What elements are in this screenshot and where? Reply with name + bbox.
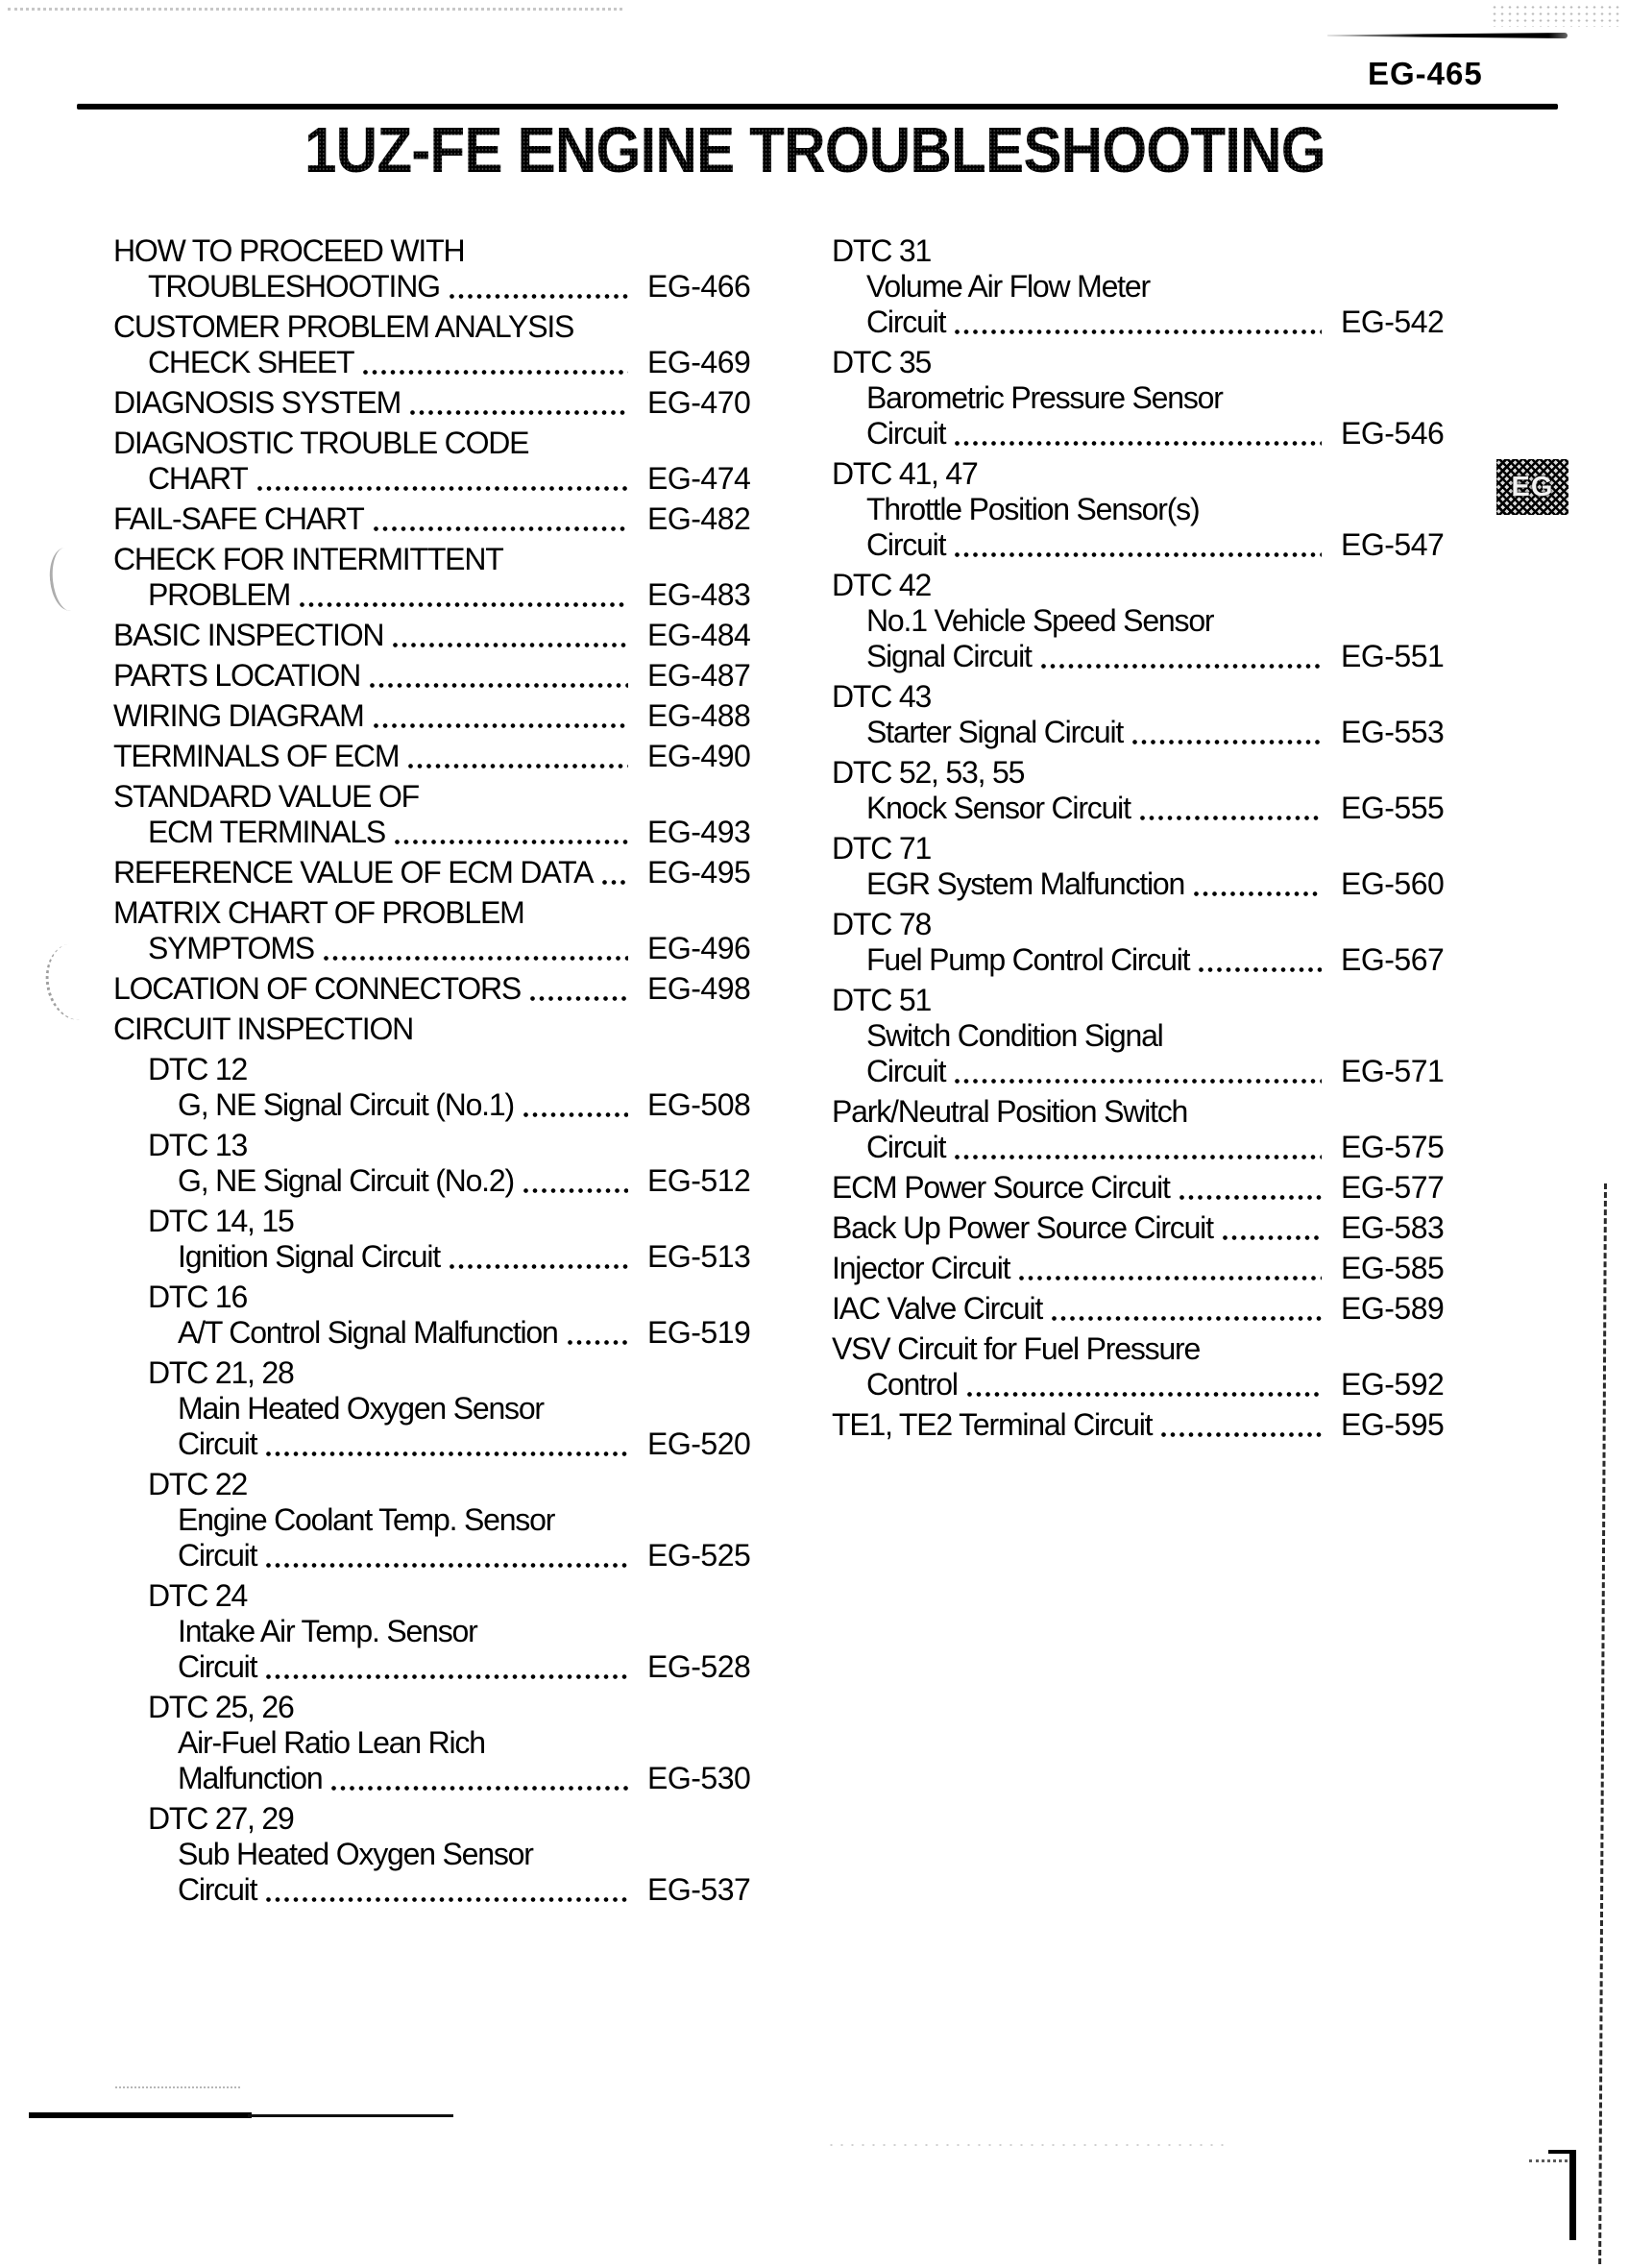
toc-line [113, 1502, 747, 1538]
toc-item-label: Signal Circuit [866, 639, 1032, 673]
toc-entry [113, 698, 751, 734]
page-reference: EG-589 [1341, 1291, 1445, 1326]
toc-item-label: EGR System Malfunction [866, 866, 1185, 901]
toc-item-label: TERMINALS OF ECM [113, 739, 400, 773]
toc-item-label: ECM Power Source Circuit [832, 1170, 1170, 1205]
toc-entry [832, 1407, 1445, 1443]
page-reference: EG-560 [1341, 866, 1445, 901]
toc-line [832, 380, 1441, 416]
scan-artifact-streak [1327, 33, 1568, 38]
toc-line [113, 855, 751, 890]
toc-item-label: DTC 12 [148, 1052, 248, 1086]
toc-item-label: MATRIX CHART OF PROBLEM [113, 895, 524, 930]
toc-item-label: CHECK SHEET [148, 345, 354, 379]
dot-leader [955, 1079, 1322, 1084]
toc-item-label: CHART [148, 461, 248, 496]
page-reference: EG-555 [1341, 791, 1445, 825]
toc-item-label: DTC 21, 28 [148, 1355, 294, 1390]
toc-line [113, 1538, 751, 1573]
page-reference: EG-519 [647, 1315, 751, 1350]
toc-item-label: CUSTOMER PROBLEM ANALYSIS [113, 309, 574, 344]
toc-line [832, 492, 1441, 527]
toc-line [832, 603, 1441, 639]
toc-item-label: Throttle Position Sensor(s) [866, 492, 1200, 526]
toc-item-label: CHECK FOR INTERMITTENT [113, 542, 503, 576]
scan-artifact-speckle-row [8, 8, 622, 14]
toc-item-label: Circuit [866, 1054, 946, 1088]
toc-line [113, 1761, 751, 1796]
dot-leader [568, 1340, 628, 1345]
page-reference: EG-567 [1341, 942, 1445, 977]
toc-item-label: DTC 27, 29 [148, 1801, 294, 1836]
toc-line [113, 1239, 751, 1275]
toc-line [113, 739, 751, 774]
toc-entry [832, 983, 1445, 1089]
page-reference: EG-484 [647, 618, 751, 652]
toc-entry [832, 1170, 1445, 1206]
toc-line [832, 269, 1441, 305]
toc-item-label: HOW TO PROCEED WITH [113, 233, 465, 268]
toc-entry [832, 1094, 1445, 1165]
dot-leader [331, 1786, 628, 1791]
page-reference: EG-571 [1341, 1054, 1445, 1088]
toc-item-label: DTC 24 [148, 1578, 248, 1613]
toc-item-label: Back Up Power Source Circuit [832, 1210, 1213, 1245]
toc-entry [113, 233, 751, 305]
toc-entry [832, 568, 1445, 674]
toc-line [832, 1291, 1445, 1327]
toc-line [113, 1012, 747, 1047]
toc-entry [113, 1128, 751, 1199]
toc-entry [113, 426, 751, 497]
scan-artifact-arc [47, 546, 89, 613]
page-reference: EG-595 [1341, 1407, 1445, 1442]
toc-entry [832, 831, 1445, 902]
toc-line [832, 715, 1445, 750]
toc-item-label: Circuit [866, 416, 946, 451]
toc-item-label: BASIC INSPECTION [113, 618, 384, 652]
toc-entry [113, 385, 751, 421]
page-reference: EG-583 [1341, 1210, 1445, 1245]
toc-line [113, 1128, 747, 1163]
toc-item-label: Circuit [178, 1538, 257, 1573]
toc-entry [832, 755, 1445, 826]
toc-entry [113, 971, 751, 1007]
page-reference: EG-537 [647, 1872, 751, 1907]
bottom-rule [29, 2112, 252, 2118]
toc-item-label: Circuit [866, 1130, 946, 1164]
toc-item-label: FAIL-SAFE CHART [113, 501, 364, 536]
toc-line [832, 1251, 1445, 1286]
toc-left-column [113, 233, 751, 1913]
toc-line [113, 658, 751, 694]
toc-line [832, 527, 1445, 563]
dot-leader [257, 486, 628, 491]
page-reference: EG-495 [647, 855, 751, 890]
toc-line [113, 269, 751, 305]
scan-artifact-speckle-row [115, 2086, 240, 2091]
toc-line [113, 895, 747, 931]
toc-item-label: Malfunction [178, 1761, 323, 1795]
toc-entry [832, 679, 1445, 750]
toc-line [832, 907, 1441, 942]
toc-line [832, 755, 1441, 791]
toc-line [113, 345, 751, 380]
toc-entry [832, 1291, 1445, 1327]
toc-line [113, 698, 751, 734]
page-title [304, 113, 1325, 187]
toc-line [113, 385, 751, 421]
page-title-text: 1UZ-FE ENGINE TROUBLESHOOTING [304, 114, 1325, 186]
toc-item-label: DTC 16 [148, 1280, 248, 1314]
toc-item-label: DTC 41, 47 [832, 456, 978, 491]
toc-item-label: DTC 42 [832, 568, 932, 602]
toc-item-label: Air-Fuel Ratio Lean Rich [178, 1725, 485, 1760]
toc-item-label: Circuit [178, 1872, 257, 1907]
toc-item-label: Injector Circuit [832, 1251, 1010, 1285]
toc-line [113, 1837, 747, 1872]
section-tab [1496, 459, 1568, 515]
toc-item-label: DTC 14, 15 [148, 1204, 294, 1238]
toc-entry [113, 1012, 747, 1047]
page-reference: EG-496 [647, 931, 751, 965]
dot-leader [602, 880, 628, 885]
dot-leader [1194, 891, 1322, 896]
toc-line [113, 1614, 747, 1649]
bottom-rule-thin [248, 2114, 453, 2117]
page-reference: EG-546 [1341, 416, 1445, 451]
toc-item-label: SYMPTOMS [148, 931, 314, 965]
toc-line [832, 456, 1441, 492]
page-reference: EG-512 [647, 1163, 751, 1198]
toc-entry [113, 1690, 751, 1796]
toc-line [113, 618, 751, 653]
page-reference: EG-466 [647, 269, 751, 304]
dot-leader [450, 294, 628, 299]
toc-line [113, 1087, 751, 1123]
toc-line [832, 1210, 1445, 1246]
dot-leader [393, 643, 628, 647]
toc-item-label: Sub Heated Oxygen Sensor [178, 1837, 533, 1871]
toc-line [113, 1315, 751, 1351]
toc-item-label: DTC 22 [148, 1467, 248, 1501]
toc-line [113, 971, 751, 1007]
toc-entry [113, 1204, 751, 1275]
toc-item-label: DTC 25, 26 [148, 1690, 294, 1724]
toc-line [113, 1204, 747, 1239]
toc-line [113, 1872, 751, 1908]
dot-leader [374, 723, 628, 728]
dot-leader [955, 1155, 1322, 1159]
dot-leader [1161, 1432, 1322, 1437]
dot-leader [410, 410, 628, 415]
toc-line [113, 1052, 747, 1087]
toc-item-label: Knock Sensor Circuit [866, 791, 1131, 825]
toc-item-label: Control [866, 1367, 958, 1402]
dot-leader [1223, 1235, 1322, 1240]
toc-item-label: DIAGNOSIS SYSTEM [113, 385, 401, 420]
toc-entry [832, 1251, 1445, 1286]
toc-item-label: CIRCUIT INSPECTION [113, 1012, 414, 1046]
toc-item-label: TROUBLESHOOTING [148, 269, 440, 304]
toc-item-label: Circuit [178, 1427, 257, 1461]
toc-line [113, 779, 747, 815]
toc-item-label: DTC 43 [832, 679, 932, 714]
toc-item-label: Intake Air Temp. Sensor [178, 1614, 477, 1648]
page-reference: EG-577 [1341, 1170, 1445, 1205]
toc-entry [113, 1578, 751, 1685]
toc-item-label: VSV Circuit for Fuel Pressure [832, 1331, 1201, 1366]
dot-leader [530, 996, 628, 1001]
toc-line [113, 1725, 747, 1761]
toc-item-label: ECM TERMINALS [148, 815, 385, 849]
page-reference: EG-482 [647, 501, 751, 536]
toc-entry [113, 1280, 751, 1351]
dot-leader [967, 1392, 1322, 1397]
page-reference: EG-528 [647, 1649, 751, 1684]
page-reference: EG-490 [647, 739, 751, 773]
toc-item-label: Ignition Signal Circuit [178, 1239, 440, 1274]
page-reference: EG-487 [647, 658, 751, 693]
toc-entry [113, 1467, 751, 1573]
dot-leader [450, 1264, 628, 1269]
toc-line [113, 501, 751, 537]
page-reference: EG-474 [647, 461, 751, 496]
toc-item-label: DTC 52, 53, 55 [832, 755, 1025, 790]
toc-right-column [832, 233, 1445, 1448]
dot-leader [1019, 1276, 1322, 1280]
page-reference: EG-493 [647, 815, 751, 849]
toc-item-label: No.1 Vehicle Speed Sensor [866, 603, 1214, 638]
toc-item-label: PROBLEM [148, 577, 291, 612]
toc-entry [113, 739, 751, 774]
page-reference: EG-547 [1341, 527, 1445, 562]
dot-leader [266, 1897, 628, 1902]
page-reference: EG-585 [1341, 1251, 1445, 1285]
page-reference: EG-470 [647, 385, 751, 420]
toc-item-label: G, NE Signal Circuit (No.2) [178, 1163, 514, 1198]
toc-entry [113, 895, 751, 966]
page-reference: EG-508 [647, 1087, 751, 1122]
toc-line [832, 1367, 1445, 1402]
toc-item-label: DTC 35 [832, 345, 932, 379]
title-wrap [0, 113, 1629, 187]
toc-item-label: Main Heated Oxygen Sensor [178, 1391, 544, 1426]
toc-entry [113, 1355, 751, 1462]
toc-line [113, 426, 747, 461]
toc-line [113, 1690, 747, 1725]
toc-item-label: Fuel Pump Control Circuit [866, 942, 1190, 977]
scan-artifact-speckle-cluster [1491, 4, 1623, 27]
toc-line [832, 1130, 1445, 1165]
page-reference: EG-513 [647, 1239, 751, 1274]
page-reference: EG-553 [1341, 715, 1445, 749]
toc-item-label: STANDARD VALUE OF [113, 779, 420, 814]
dot-leader [955, 552, 1322, 557]
toc-line [113, 309, 747, 345]
dot-leader [1052, 1316, 1322, 1321]
dot-leader [1199, 967, 1322, 972]
dot-leader [523, 1188, 628, 1193]
toc-line [113, 1649, 751, 1685]
page-reference: EG-525 [647, 1538, 751, 1573]
dot-leader [395, 840, 628, 844]
page-reference: EG-592 [1341, 1367, 1445, 1402]
page-reference: EG-498 [647, 971, 751, 1006]
toc-line [113, 1280, 747, 1315]
scan-artifact-corner-mark [1569, 2150, 1576, 2240]
toc-entry [832, 345, 1445, 451]
scan-artifact-corner-dots [1529, 2159, 1568, 2165]
dot-leader [1132, 740, 1322, 744]
dot-leader [370, 683, 628, 688]
toc-line [113, 1391, 747, 1427]
page-reference: EG-520 [647, 1427, 751, 1461]
scan-artifact-corner-hook [1548, 2150, 1571, 2154]
scan-artifact-arc [40, 939, 111, 1024]
toc-line [113, 461, 751, 497]
toc-item-label: Switch Condition Signal [866, 1018, 1163, 1053]
page-reference: EG-483 [647, 577, 751, 612]
toc-item-label: Engine Coolant Temp. Sensor [178, 1502, 555, 1537]
toc-line [113, 1801, 747, 1837]
toc-line [832, 1170, 1445, 1206]
page-reference: EG-488 [647, 698, 751, 733]
toc-line [832, 1331, 1441, 1367]
toc-line [832, 983, 1441, 1018]
toc-line [113, 815, 751, 850]
toc-entry [113, 779, 751, 850]
toc-item-label: TE1, TE2 Terminal Circuit [832, 1407, 1153, 1442]
dot-leader [363, 370, 628, 375]
toc-entry [113, 618, 751, 653]
page-reference: EG-542 [1341, 305, 1445, 339]
toc-line [113, 542, 747, 577]
page-number-header: EG-465 [1368, 56, 1483, 91]
toc-item-label: DTC 31 [832, 233, 932, 268]
dot-leader [1179, 1195, 1322, 1200]
toc-item-label: DTC 71 [832, 831, 932, 866]
toc-line [113, 233, 747, 269]
toc-line [113, 577, 751, 613]
toc-item-label: G, NE Signal Circuit (No.1) [178, 1087, 514, 1122]
toc-line [113, 1578, 747, 1614]
toc-line [832, 1094, 1441, 1130]
toc-item-label: Barometric Pressure Sensor [866, 380, 1223, 415]
toc-line [113, 931, 751, 966]
dot-leader [374, 526, 628, 531]
toc-line [832, 791, 1445, 826]
dot-leader [1140, 816, 1322, 820]
toc-line [113, 1467, 747, 1502]
toc-item-label: DTC 13 [148, 1128, 248, 1162]
toc-entry [113, 309, 751, 380]
toc-item-label: Circuit [866, 305, 946, 339]
toc-item-label: IAC Valve Circuit [832, 1291, 1043, 1326]
page-reference: EG-530 [647, 1761, 751, 1795]
toc-item-label: REFERENCE VALUE OF ECM DATA [113, 855, 594, 890]
toc-line [832, 345, 1441, 380]
toc-line [832, 305, 1445, 340]
toc-item-label: Volume Air Flow Meter [866, 269, 1150, 304]
toc-line [832, 866, 1445, 902]
toc-item-label: A/T Control Signal Malfunction [178, 1315, 558, 1350]
page-reference: EG-575 [1341, 1130, 1445, 1164]
toc-item-label: WIRING DIAGRAM [113, 698, 364, 733]
toc-item-label: Park/Neutral Position Switch [832, 1094, 1188, 1129]
toc-entry [113, 1052, 751, 1123]
toc-entry [832, 233, 1445, 340]
dot-leader [1041, 664, 1322, 669]
dot-leader [408, 764, 628, 768]
toc-item-label: Circuit [866, 527, 946, 562]
toc-line [832, 831, 1441, 866]
page-reference: EG-551 [1341, 639, 1445, 673]
dot-leader [955, 329, 1322, 334]
toc-entry [832, 1210, 1445, 1246]
toc-line [113, 1427, 751, 1462]
toc-line [832, 679, 1441, 715]
dot-leader [266, 1563, 628, 1568]
toc-line [832, 568, 1441, 603]
dot-leader [324, 956, 628, 961]
section-tab-label: EG [1511, 471, 1554, 502]
toc-entry [113, 501, 751, 537]
toc-line [832, 233, 1441, 269]
dot-leader [523, 1112, 628, 1117]
toc-item-label: DIAGNOSTIC TROUBLE CODE [113, 426, 529, 460]
toc-line [832, 639, 1445, 674]
toc-entry [832, 456, 1445, 563]
toc-item-label: Circuit [178, 1649, 257, 1684]
toc-item-label: DTC 51 [832, 983, 932, 1017]
toc-item-label: LOCATION OF CONNECTORS [113, 971, 522, 1006]
toc-line [832, 1054, 1445, 1089]
dot-leader [266, 1451, 628, 1456]
dot-leader [300, 602, 628, 607]
dot-leader [955, 441, 1322, 446]
toc-entry [113, 1801, 751, 1908]
page-reference: EG-469 [647, 345, 751, 379]
toc-entry [832, 907, 1445, 978]
toc-item-label: Starter Signal Circuit [866, 715, 1124, 749]
dot-leader [266, 1674, 628, 1679]
toc-entry [113, 658, 751, 694]
title-rule [77, 104, 1558, 110]
toc-line [832, 1407, 1445, 1443]
toc-entry [113, 855, 751, 890]
toc-line [113, 1163, 751, 1199]
toc-line [113, 1355, 747, 1391]
scan-artifact-speckle-row [826, 2143, 1229, 2147]
toc-item-label: DTC 78 [832, 907, 932, 941]
scan-artifact-dashed-edge [1598, 1183, 1607, 2264]
toc-entry [832, 1331, 1445, 1402]
toc-entry [113, 542, 751, 613]
toc-line [832, 416, 1445, 451]
toc-item-label: PARTS LOCATION [113, 658, 361, 693]
toc-line [832, 1018, 1441, 1054]
toc-line [832, 942, 1445, 978]
